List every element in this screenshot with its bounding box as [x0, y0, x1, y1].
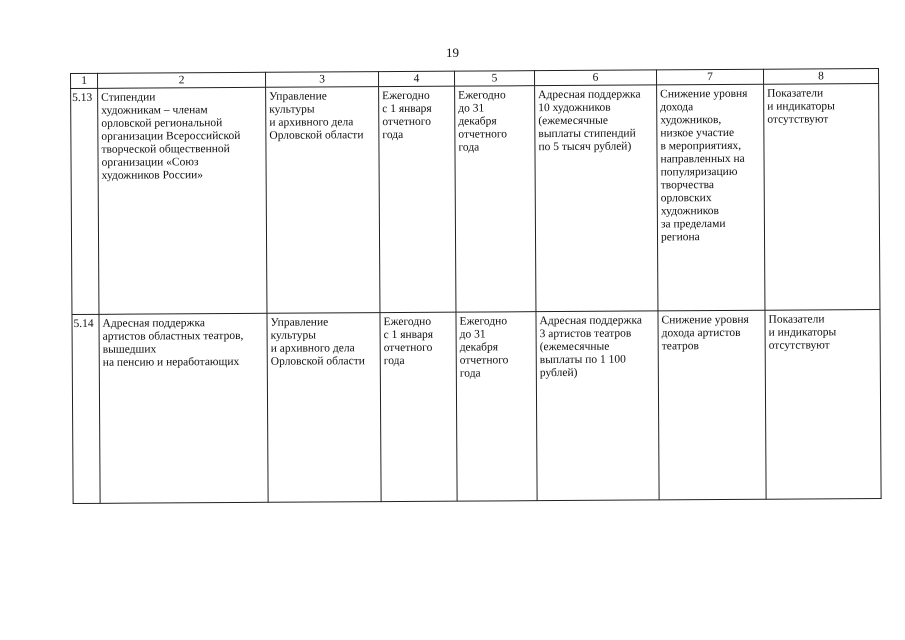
measure-name: Стипендии художникам – членам орловской региональной организации Всероссийской творческой общественной организации «Союз художников России» [98, 87, 267, 314]
start-date: Ежегодно с 1 января отчетного года [380, 312, 457, 501]
column-header: 5 [454, 71, 534, 86]
column-header: 6 [534, 70, 656, 86]
column-header: 3 [265, 72, 378, 88]
indicators: Показатели и индикаторы отсутствуют [764, 84, 880, 311]
end-date: Ежегодно до 31 декабря отчетного года [456, 312, 537, 501]
row-number: 5.14 [72, 314, 100, 503]
start-date: Ежегодно с 1 января отчетного года [379, 86, 456, 312]
non-implementation-consequence: Снижение уровня дохода артистов театров [658, 310, 766, 500]
row-number: 5.13 [71, 88, 99, 314]
column-header: 7 [656, 69, 763, 85]
expected-result: Адресная поддержка 10 художников (ежемесячные выплаты стипендий по 5 тысяч рублей) [535, 85, 658, 312]
measure-name: Адресная поддержка артистов областных театров, вышедших на пенсию и неработающих [99, 313, 268, 503]
table-row [72, 310, 881, 504]
page-number: 19 [446, 45, 459, 60]
expected-result: Адресная поддержка 3 артистов театров (ежемесячные выплаты по 1 100 рублей) [536, 311, 659, 501]
table-row [71, 84, 880, 315]
indicators: Показатели и индикаторы отсутствуют [765, 310, 881, 500]
executor: Управление культуры и архивного дела Орловской области [266, 87, 380, 314]
executor: Управление культуры и архивного дела Орловской области [267, 313, 381, 503]
non-implementation-consequence: Снижение уровня дохода художников, низкое участие в мероприятиях, направленных на популяризацию творчества орловских художников за пределами региона [657, 84, 765, 311]
column-header: 4 [378, 71, 454, 86]
column-header: 2 [98, 72, 266, 88]
column-header: 1 [71, 73, 98, 88]
program-table [70, 68, 882, 504]
end-date: Ежегодно до 31 декабря отчетного года [455, 86, 536, 312]
column-header: 8 [763, 69, 878, 85]
